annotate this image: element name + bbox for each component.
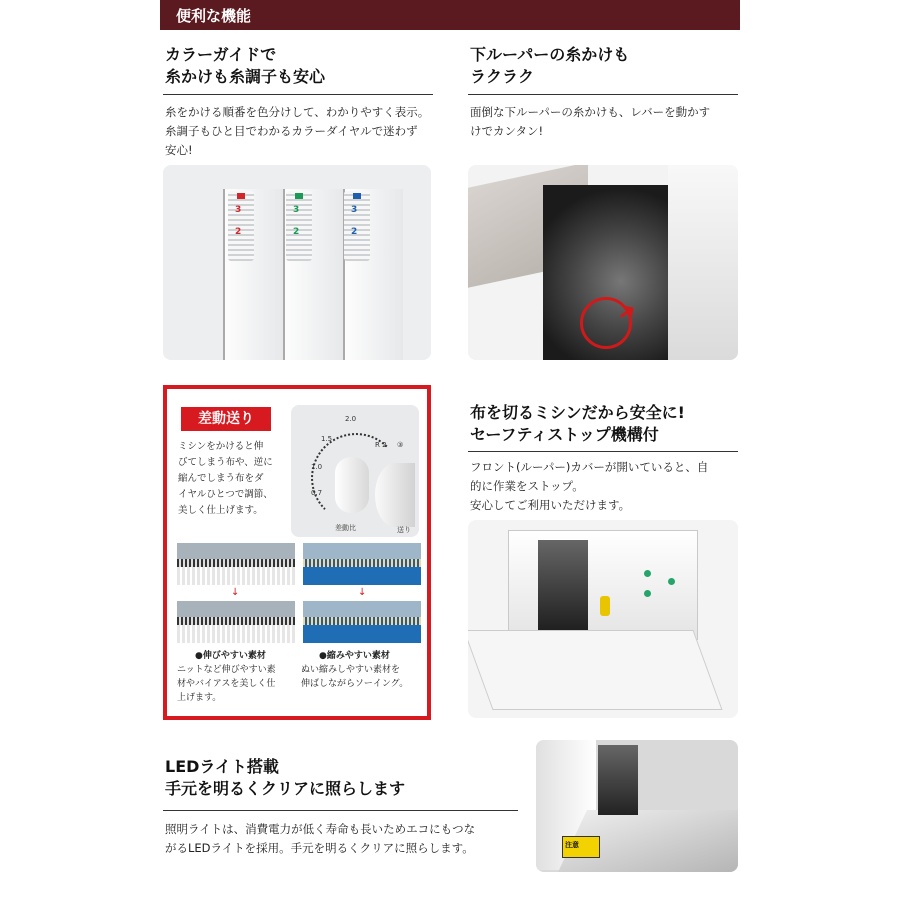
body-line: 糸調子もひと目でわかるカラーダイヤルで迷わず xyxy=(165,124,418,138)
stitch-length-knob xyxy=(375,463,415,527)
desc-line: びてしまう布や、逆に xyxy=(178,457,273,468)
desc-line: 縮んでしまう布をダ xyxy=(178,473,264,484)
caption-line: 上げます。 xyxy=(177,693,222,703)
color-mark xyxy=(237,193,245,199)
caption-line: ニットなど伸びやすい素 xyxy=(177,665,276,675)
dial-number: 2 xyxy=(351,227,358,237)
shrink-material-caption xyxy=(301,649,425,691)
desc-line: イヤルひとつで調節、 xyxy=(178,489,273,500)
dial-label: 1.0 xyxy=(311,463,323,471)
caption-line: 伸ばしながらソーイング。 xyxy=(301,679,409,689)
color-mark xyxy=(353,193,361,199)
lower-looper-photo xyxy=(468,165,738,360)
divider xyxy=(468,451,738,452)
safety-stop-photo xyxy=(468,520,738,718)
feature-heading-color-guide xyxy=(165,44,325,88)
heading-line: 糸かけも糸調子も安心 xyxy=(165,67,326,86)
differential-dial-knob xyxy=(335,457,369,513)
caption-line: ぬい縮みしやすい素材を xyxy=(301,665,401,675)
stretch-material-caption xyxy=(177,649,299,705)
differential-dial-panel xyxy=(291,405,419,537)
dial-number: 3 xyxy=(293,205,300,215)
overlock-stitch xyxy=(177,617,295,625)
shrink-fabric-after xyxy=(303,601,421,643)
desc-line: ミシンをかけると伸 xyxy=(178,441,264,452)
dial-number: 3 xyxy=(235,205,242,215)
front-cover-open xyxy=(508,530,698,640)
looper-cover xyxy=(468,630,723,710)
dial-number: 2 xyxy=(235,227,242,237)
knit-texture xyxy=(177,625,295,643)
heading-line: 手元を明るくクリアに照らします xyxy=(165,779,406,798)
feature-body-safety-stop xyxy=(470,458,708,515)
looper-mechanism xyxy=(538,540,588,635)
dial-number: 3 xyxy=(351,205,358,215)
feature-body-color-guide xyxy=(165,103,429,160)
desc-line: 美しく仕上げます。 xyxy=(178,505,263,516)
heading-line: セーフティストップ機構付 xyxy=(470,425,659,444)
overlock-stitch xyxy=(303,617,421,625)
feature-heading-safety-stop xyxy=(470,402,685,446)
body-line: 照明ライトは、消費電力が低く寿命も長いためエコにもつな xyxy=(165,822,476,836)
body-line: フロント(ルーパー)カバーが開いていると、自 xyxy=(470,460,709,474)
caption-title: ●伸びやすい素材 xyxy=(195,651,266,661)
machine-cover xyxy=(668,165,738,360)
body-line: 糸をかける順番を色分けして、わかりやすく表示。 xyxy=(165,105,430,119)
differential-feed-box xyxy=(163,385,431,720)
red-arrow-icon: ➜ xyxy=(612,296,642,329)
feature-body-lower-looper xyxy=(470,103,710,141)
heading-line: LEDライト搭載 xyxy=(165,757,279,776)
dial-label: R 2 xyxy=(375,441,387,449)
dial-label: 0.7 xyxy=(311,489,323,497)
body-line: 的に作業をストップ。 xyxy=(470,479,584,493)
knit-texture xyxy=(177,567,295,585)
feature-body-led-light xyxy=(165,820,475,858)
divider xyxy=(163,94,433,95)
dial-label: 1.5 xyxy=(321,435,333,443)
led-light-photo xyxy=(536,740,738,872)
heading-line: カラーガイドで xyxy=(165,45,277,64)
color-mark xyxy=(295,193,303,199)
divider xyxy=(163,810,518,811)
tension-dial xyxy=(228,191,254,261)
stretch-fabric-before xyxy=(177,543,295,585)
presser-foot xyxy=(598,745,638,815)
down-arrow-icon: ↓ xyxy=(231,587,240,598)
body-line: 面倒な下ルーパーの糸かけも、レバーを動かす xyxy=(470,105,711,119)
tension-dial xyxy=(344,191,370,261)
differential-feed-badge: 差動送り xyxy=(181,407,271,431)
differential-feed-description xyxy=(178,439,288,519)
body-line: 安心してご利用いただけます。 xyxy=(470,498,631,512)
guide-dot xyxy=(668,578,675,585)
heading-line: ラクラク xyxy=(470,67,535,86)
body-line: 安心! xyxy=(165,143,193,157)
stretch-fabric-after xyxy=(177,601,295,643)
dial-number: 2 xyxy=(293,227,300,237)
heading-line: 布を切るミシンだから安全に! xyxy=(470,403,685,422)
dial-caption: 差動比 xyxy=(335,524,356,532)
section-header-bar xyxy=(160,0,740,30)
yellow-lever xyxy=(600,596,610,616)
warning-label-text: 注意 xyxy=(565,841,579,849)
guide-dot xyxy=(644,570,651,577)
caption-title: ●縮みやすい素材 xyxy=(319,651,390,661)
body-line: がるLEDライトを採用。手元を明るくクリアに照らします。 xyxy=(165,841,474,855)
tension-dial xyxy=(286,191,312,261)
divider xyxy=(468,94,738,95)
caption-line: 材やバイアスを美しく仕 xyxy=(177,679,276,689)
section-title: 便利な機能 xyxy=(176,7,252,25)
overlock-stitch xyxy=(177,559,295,567)
overlock-stitch xyxy=(303,559,421,567)
shrink-fabric-before xyxy=(303,543,421,585)
feature-heading-led-light xyxy=(165,756,405,800)
dial-label: 送り xyxy=(397,526,411,534)
dial-label: ③ xyxy=(397,441,404,449)
dial-label: 2.0 xyxy=(345,415,357,423)
guide-dot xyxy=(644,590,651,597)
feature-heading-lower-looper xyxy=(470,44,629,88)
heading-line: 下ルーパーの糸かけも xyxy=(470,45,630,64)
body-line: けでカンタン! xyxy=(470,124,544,138)
down-arrow-icon: ↓ xyxy=(358,587,367,598)
color-dial-photo xyxy=(163,165,431,360)
